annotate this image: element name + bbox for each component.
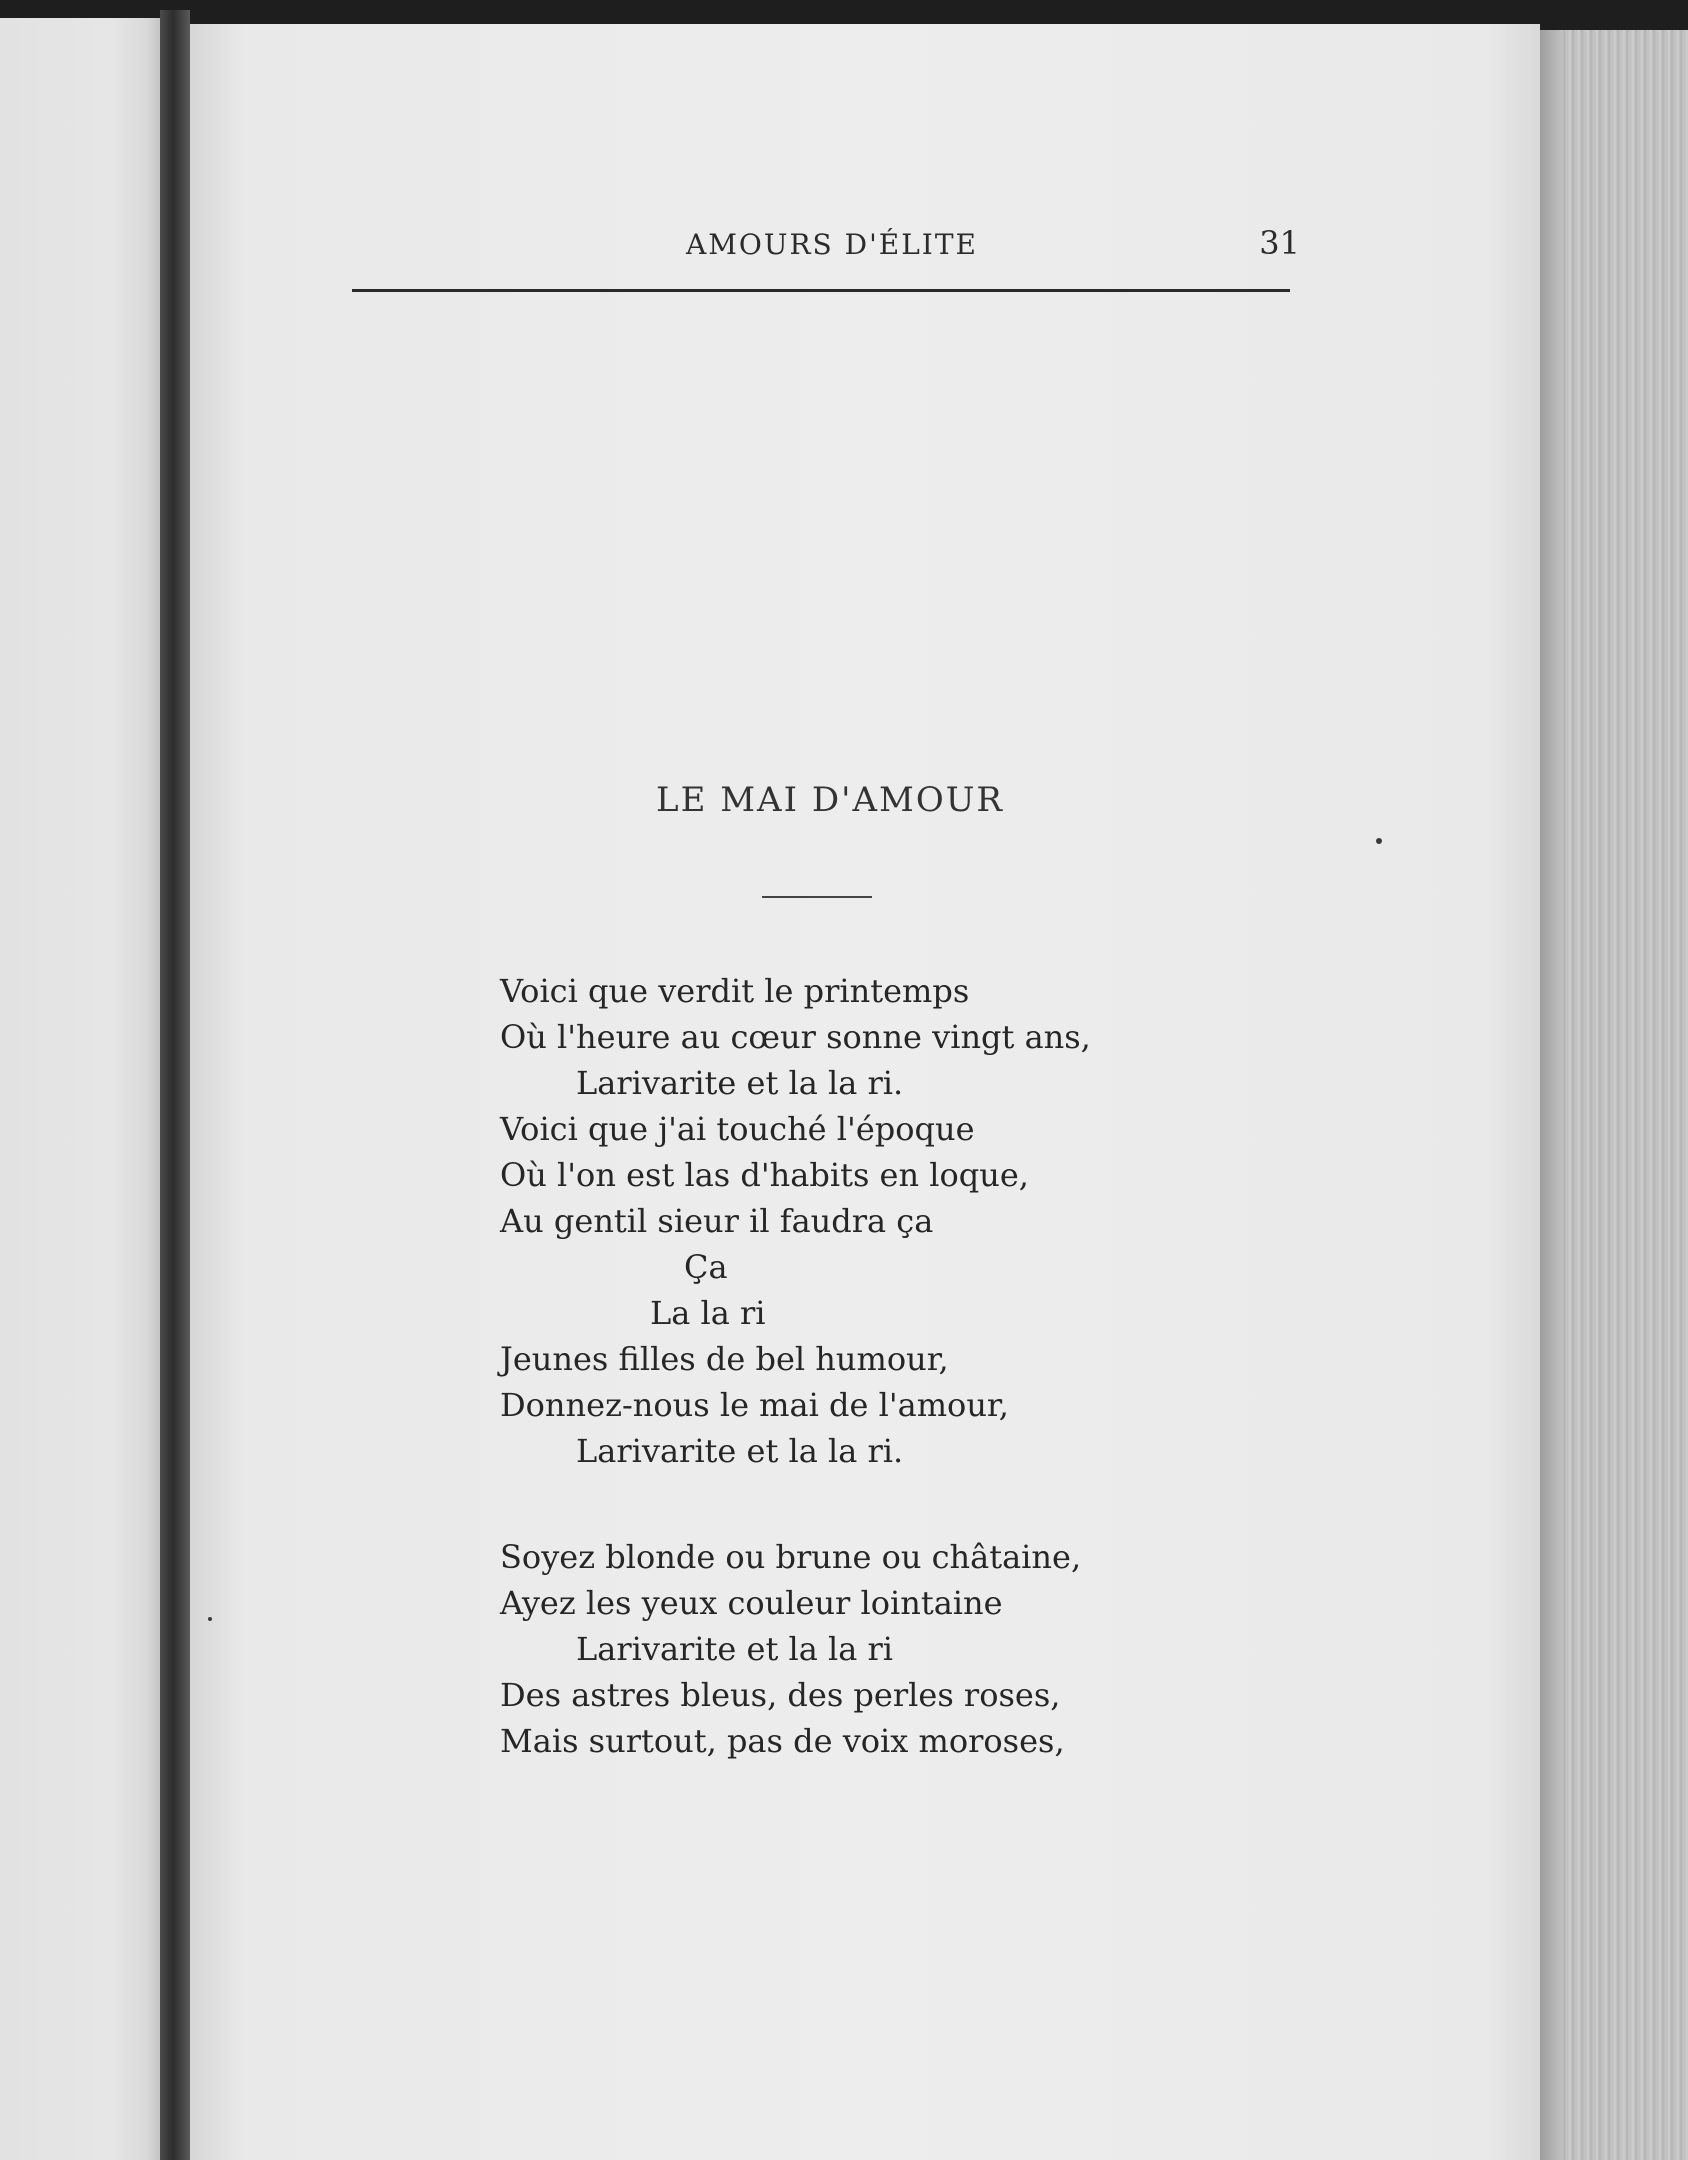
- stanza-break: [500, 1474, 1300, 1534]
- paper-speck: [1376, 838, 1382, 844]
- header-rule: [352, 289, 1290, 292]
- page-number: 31: [1259, 224, 1300, 262]
- poem-line: Où l'heure au cœur sonne vingt ans,: [500, 1018, 1091, 1056]
- poem-refrain: Larivarite et la la ri.: [576, 1432, 904, 1470]
- poem-line: Soyez blonde ou brune ou châtaine,: [500, 1538, 1082, 1576]
- poem-line: La la ri: [650, 1294, 766, 1332]
- title-rule: [762, 896, 872, 898]
- poem-line: Voici que verdit le printemps: [500, 972, 970, 1010]
- book-gutter: [160, 10, 190, 2160]
- poem-line: Donnez-nous le mai de l'amour,: [500, 1386, 1009, 1424]
- poem-title: LE MAI D'AMOUR: [656, 780, 1004, 820]
- poem-line: Mais surtout, pas de voix moroses,: [500, 1722, 1065, 1760]
- poem-line: Des astres bleus, des perles roses,: [500, 1676, 1061, 1714]
- poem-refrain: Larivarite et la la ri.: [576, 1064, 904, 1102]
- poem-body: [500, 968, 1300, 1764]
- poem-line: Au gentil sieur il faudra ça: [500, 1202, 934, 1240]
- poem-refrain: Larivarite et la la ri: [576, 1630, 893, 1668]
- paper-speck: [208, 1617, 212, 1621]
- facing-page-edge: [0, 18, 160, 2160]
- running-head: AMOURS D'ÉLITE: [686, 228, 978, 261]
- poem-line: Où l'on est las d'habits en loque,: [500, 1156, 1029, 1194]
- page-stack-edges: [1540, 30, 1688, 2160]
- poem-line: Voici que j'ai touché l'époque: [500, 1110, 975, 1148]
- poem-line: Ça: [684, 1248, 728, 1286]
- poem-line: Jeunes filles de bel humour,: [500, 1340, 949, 1378]
- poem-line: Ayez les yeux couleur lointaine: [500, 1584, 1003, 1622]
